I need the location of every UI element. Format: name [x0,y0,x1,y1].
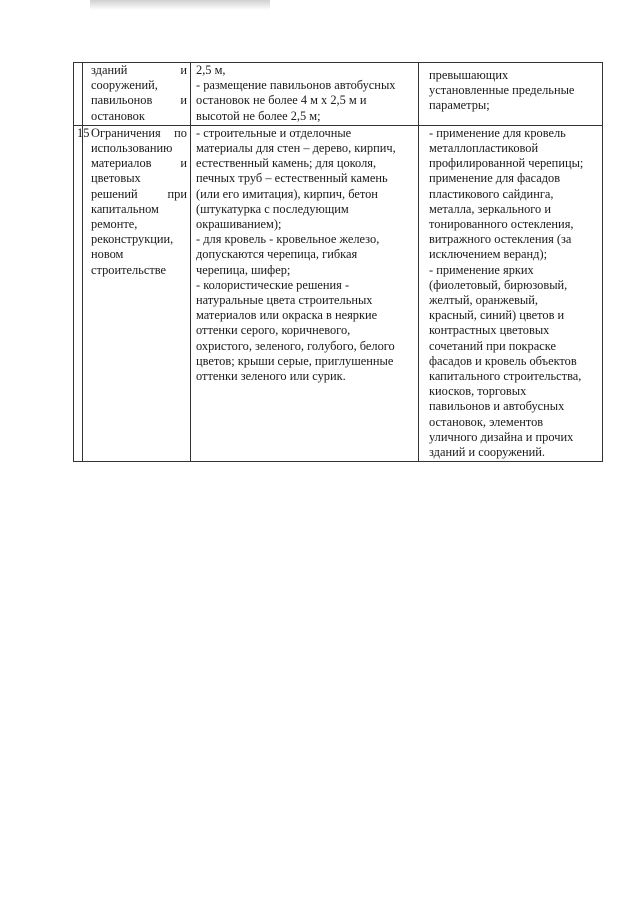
name-line: цветовых [91,171,141,186]
allowed-line: материалы для стен – дерево, кирпич, [196,141,396,156]
forbidden-line: киосков, торговых [429,384,527,399]
name-word: и [180,93,187,108]
name-word: павильонов [91,93,153,108]
allowed-line: материалов или окраска в неяркие [196,308,378,323]
allowed-line: оттенки зеленого или сурик. [196,369,346,384]
forbidden-cell [419,125,603,461]
allowed-line: - колористические решения - [196,277,350,292]
forbidden-line: капитального строительства, [429,369,582,384]
allowed-cell [191,63,419,126]
name-cell [83,63,191,126]
allowed-line: охристого, зеленого, голубого, белого [196,338,395,353]
name-line: капитальном [91,201,159,216]
forbidden-line: превышающих [429,68,509,82]
forbidden-line: металлопластиковой [429,141,539,156]
name-word: зданий [91,63,128,77]
name-word: и [180,63,187,77]
name-word: при [167,186,187,201]
forbidden-line: витражного остекления (за [429,232,572,247]
forbidden-line: остановок, элементов [429,414,544,429]
allowed-line: - размещение павильонов автобусных [196,78,396,93]
name-line: сооружений, [91,78,158,93]
forbidden-line: красный, синий) цветов и [429,308,565,323]
forbidden-line: пластикового сайдинга, [429,186,554,201]
table-row [74,125,603,461]
forbidden-line: фасадов и кровель объектов [429,353,577,368]
allowed-line: (штукатурка с последующим [196,201,349,216]
forbidden-line: - применение ярких [429,262,534,277]
name-line: новом [91,247,124,262]
allowed-line: печных труб – естественный камень [196,171,388,186]
allowed-line: высотой не более 2,5 м; [196,108,321,123]
allowed-line: оттенки серого, коричневого, [196,323,351,338]
forbidden-line: исключением веранд); [429,247,548,262]
name-word: решений [91,186,138,201]
allowed-line: допускаются черепица, гибкая [196,247,358,262]
forbidden-line: профилированной черепицы; [429,156,584,171]
forbidden-line: параметры; [429,98,490,113]
forbidden-line: павильонов и автобусных [429,399,565,414]
allowed-cell [191,125,419,461]
forbidden-cell [419,63,603,126]
name-cell [83,125,191,461]
allowed-line: 2,5 м, [196,63,226,77]
row-number-cell: 15 [74,125,83,461]
restrictions-table [73,62,603,462]
forbidden-line: сочетаний при покраске [429,338,556,353]
forbidden-line: (фиолетовый, бирюзовый, [429,277,568,292]
name-line: реконструкции, [91,232,174,247]
forbidden-line: установленные предельные [429,83,575,98]
name-word: и [180,156,187,171]
allowed-line: (или его имитация), кирпич, бетон [196,186,378,201]
allowed-line: - строительные и отделочные [196,125,352,140]
forbidden-line: контрастных цветовых [429,323,550,338]
allowed-line: черепица, шифер; [196,262,291,277]
table-row [74,63,603,126]
name-line: использованию [91,141,173,156]
name-word: материалов [91,156,152,171]
forbidden-line: - применение для кровель [429,125,566,140]
name-word: Ограничения [91,125,161,140]
name-word: по [174,125,187,140]
allowed-line: - для кровель - кровельное железо, [196,232,380,247]
name-line: остановок [91,108,145,123]
forbidden-line: желтый, оранжевый, [429,293,538,308]
name-line: строительстве [91,262,167,277]
forbidden-line: применение для фасадов [429,171,561,186]
name-line: ремонте, [91,217,138,232]
allowed-line: естественный камень; для цоколя, [196,156,377,171]
scan-artifact [90,0,270,10]
forbidden-line: тонированного остекления, [429,217,574,232]
allowed-line: натуральные цвета строительных [196,293,373,308]
allowed-line: окрашиванием); [196,217,282,232]
forbidden-line: зданий и сооружений. [429,445,546,460]
allowed-line: остановок не более 4 м х 2,5 м и [196,93,367,108]
forbidden-line: уличного дизайна и прочих [429,429,574,444]
forbidden-line: металла, зеркального и [429,201,551,216]
row-number-cell [74,63,83,126]
allowed-line: цветов; крыши серые, приглушенные [196,353,394,368]
